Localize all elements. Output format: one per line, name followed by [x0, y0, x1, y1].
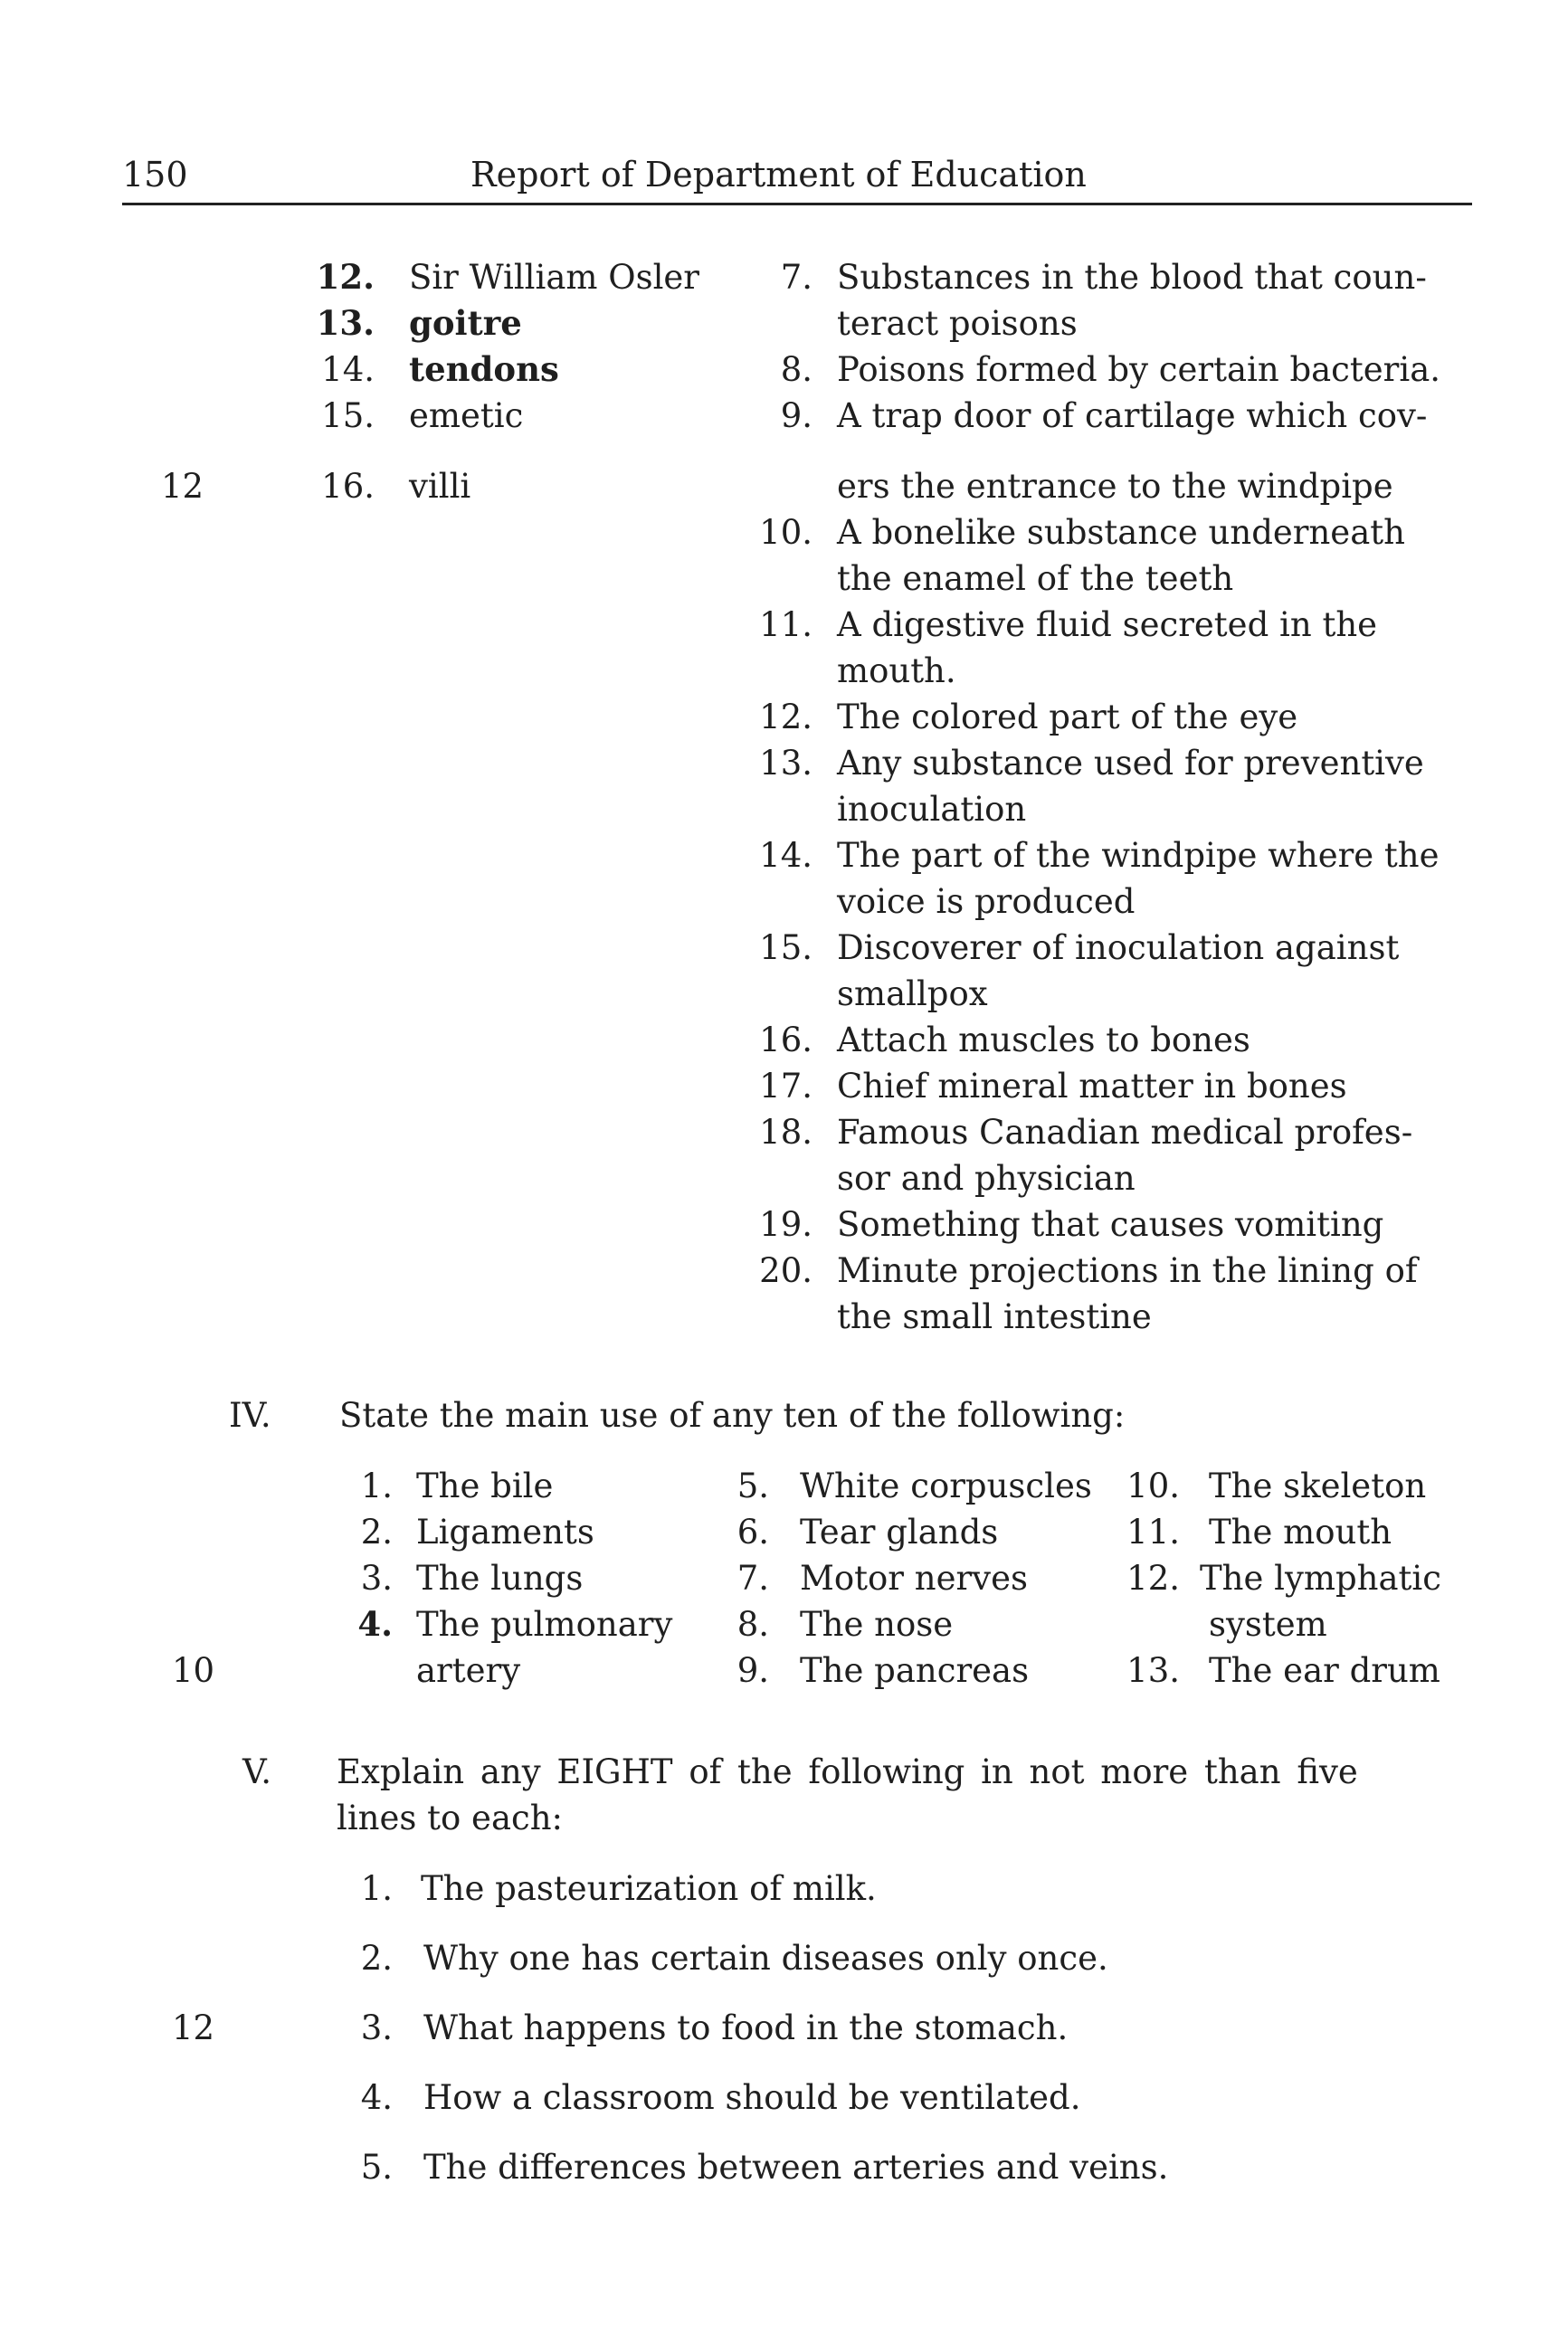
match-right-line: The part of the windpipe where the: [837, 836, 1440, 875]
item-number: 5.: [736, 1467, 769, 1505]
match-right-line: Discoverer of inoculation against: [837, 928, 1400, 967]
match-right-line: The colored part of the eye: [837, 698, 1298, 736]
item-number: 5.: [360, 2148, 393, 2187]
header-rule: [122, 203, 1472, 205]
match-right-number: 17.: [759, 1067, 813, 1106]
item-number: 1.: [360, 1467, 393, 1505]
item-text: The lungs: [416, 1559, 584, 1598]
item-number: 6.: [736, 1513, 769, 1552]
match-right-line: mouth.: [837, 651, 956, 690]
question-instruction: Explain any EIGHT of the following in not more than five: [337, 1752, 1358, 1791]
margin-mark: 10: [172, 1651, 215, 1690]
match-right-line: teract poisons: [837, 304, 1078, 343]
match-right-line: A trap door of cartilage which cov-: [837, 396, 1428, 435]
match-right-number: 7.: [780, 258, 813, 297]
item-text: How a classroom should be ventilated.: [423, 2078, 1081, 2117]
item-text: The lymphatic: [1200, 1559, 1441, 1598]
match-right-line: Chief mineral matter in bones: [837, 1067, 1347, 1106]
page-title: Report of Department of Education: [470, 155, 1087, 195]
item-text-continued: system: [1209, 1605, 1327, 1644]
match-right-number: 16.: [759, 1021, 813, 1059]
match-left-number: 12.: [316, 257, 375, 297]
match-left-number: 13.: [316, 303, 375, 343]
item-number: 13.: [1126, 1651, 1180, 1690]
match-right-number: 8.: [780, 350, 813, 389]
match-right-number: 12.: [759, 698, 813, 736]
item-text: The pulmonary: [416, 1605, 673, 1644]
match-left-term: emetic: [409, 396, 524, 435]
match-right-number: 19.: [759, 1205, 813, 1244]
match-right-line: the enamel of the teeth: [837, 559, 1234, 598]
item-text: The differences between arteries and veins.: [423, 2148, 1169, 2187]
item-number: 8.: [736, 1605, 769, 1644]
match-right-number: 18.: [759, 1113, 813, 1152]
match-left-term: villi: [409, 467, 471, 506]
match-right-number: 11.: [759, 605, 813, 644]
match-right-line: A bonelike substance underneath: [837, 513, 1405, 552]
item-number: 4.: [360, 2078, 393, 2117]
margin-mark: 12: [172, 2008, 215, 2047]
item-number: 9.: [736, 1651, 769, 1690]
match-right-line: Minute projections in the lining of: [837, 1251, 1418, 1290]
match-right-number: 15.: [759, 928, 813, 967]
match-right-line: Something that causes vomiting: [837, 1205, 1384, 1244]
match-right-line: Any substance used for preventive: [837, 744, 1424, 783]
item-number: 7.: [736, 1559, 769, 1598]
match-right-line: sor and physician: [837, 1159, 1136, 1198]
margin-mark: 12: [161, 467, 204, 506]
match-right-number: 10.: [759, 513, 813, 552]
match-left-term: tendons: [409, 349, 559, 389]
match-right-line: inoculation: [837, 790, 1027, 829]
match-right-number: 14.: [759, 836, 813, 875]
question-numeral: V.: [242, 1752, 272, 1791]
item-number: 3.: [360, 2008, 393, 2047]
match-left-term: goitre: [409, 303, 522, 343]
item-number: 10.: [1126, 1467, 1180, 1505]
match-right-line: ers the entrance to the windpipe: [837, 467, 1393, 506]
match-right-number: 13.: [759, 744, 813, 783]
item-text: The mouth: [1209, 1513, 1392, 1552]
item-text-continued: artery: [416, 1651, 521, 1690]
item-number: 12.: [1126, 1559, 1180, 1598]
match-right-line: Famous Canadian medical profes-: [837, 1113, 1413, 1152]
match-left-number: 16.: [321, 467, 375, 506]
match-right-line: smallpox: [837, 974, 988, 1013]
match-right-line: Poisons formed by certain bacteria.: [837, 350, 1441, 389]
item-text: Motor nerves: [800, 1559, 1028, 1598]
item-text: The ear drum: [1209, 1651, 1440, 1690]
item-number: 2.: [360, 1939, 393, 1978]
page-number: 150: [122, 155, 188, 195]
question-instruction: State the main use of any ten of the following:: [339, 1396, 1126, 1435]
item-number: 2.: [360, 1513, 393, 1552]
match-right-line: A digestive fluid secreted in the: [837, 605, 1378, 644]
item-text: White corpuscles: [800, 1467, 1092, 1505]
item-text: The bile: [416, 1467, 554, 1505]
question-instruction: lines to each:: [337, 1799, 564, 1837]
match-right-line: Attach muscles to bones: [837, 1021, 1250, 1059]
match-left-number: 15.: [321, 396, 375, 435]
match-right-number: 20.: [759, 1251, 813, 1290]
question-numeral: IV.: [229, 1396, 271, 1435]
item-number: 4.: [357, 1604, 393, 1644]
item-text: Ligaments: [416, 1513, 594, 1552]
item-text: What happens to food in the stomach.: [423, 2008, 1069, 2047]
match-left-term: Sir William Osler: [409, 258, 699, 297]
item-text: The skeleton: [1209, 1467, 1427, 1505]
match-right-line: voice is produced: [837, 882, 1136, 921]
item-text: Why one has certain diseases only once.: [423, 1939, 1108, 1978]
item-text: The pancreas: [800, 1651, 1030, 1690]
item-number: 1.: [360, 1869, 393, 1908]
item-text: Tear glands: [800, 1513, 999, 1552]
match-right-number: 9.: [780, 396, 813, 435]
match-left-number: 14.: [321, 350, 375, 389]
item-number: 3.: [360, 1559, 393, 1598]
item-number: 11.: [1126, 1513, 1180, 1552]
item-text: The pasteurization of milk.: [421, 1869, 877, 1908]
match-right-line: Substances in the blood that coun-: [837, 258, 1427, 297]
item-text: The nose: [800, 1605, 954, 1644]
match-right-line: the small intestine: [837, 1297, 1152, 1336]
